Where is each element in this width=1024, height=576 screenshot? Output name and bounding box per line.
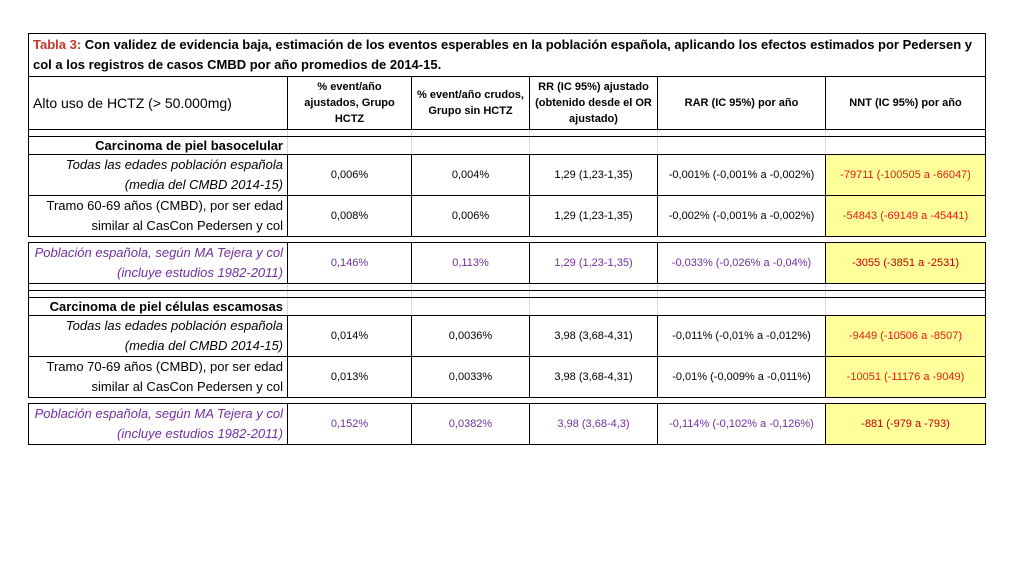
section-basocelular bbox=[29, 137, 986, 155]
row-label: Población española, según MA Tejera y col (incluye estudios 1982-2011) bbox=[29, 243, 288, 284]
cell-event-hctz: 0,014% bbox=[288, 316, 412, 357]
cell-rr: 3,98 (3,68-4,3) bbox=[530, 404, 658, 445]
header-col5: NNT (IC 95%) por año bbox=[826, 77, 986, 130]
cell-event-hctz: 0,006% bbox=[288, 155, 412, 196]
table-row bbox=[29, 196, 986, 237]
header-col3: RR (IC 95%) ajustado (obtenido desde el OR ajustado) bbox=[530, 77, 658, 130]
cell-event-no-hctz: 0,004% bbox=[412, 155, 530, 196]
header-col1: % event/año ajustados, Grupo HCTZ bbox=[288, 77, 412, 130]
cell-nnt: -3055 (-3851 a -2531) bbox=[826, 243, 986, 284]
cell-nnt: -79711 (-100505 a -66047) bbox=[826, 155, 986, 196]
cell-rr: 1,29 (1,23-1,35) bbox=[530, 196, 658, 237]
cell-rar: -0,01% (-0,009% a -0,011%) bbox=[658, 357, 826, 398]
row-label: Tramo 60-69 años (CMBD), por ser edad similar al CasCon Pedersen y col bbox=[29, 196, 288, 237]
table-row bbox=[29, 316, 986, 357]
cell-nnt: -10051 (-11176 a -9049) bbox=[826, 357, 986, 398]
cell-rr: 1,29 (1,23-1,35) bbox=[530, 155, 658, 196]
cell-rar: -0,114% (-0,102% a -0,126%) bbox=[658, 404, 826, 445]
cell-rar: -0,001% (-0,001% a -0,002%) bbox=[658, 155, 826, 196]
results-table bbox=[28, 33, 986, 445]
table-row bbox=[29, 155, 986, 196]
row-label: Tramo 70-69 años (CMBD), por ser edad similar al CasCon Pedersen y col bbox=[29, 357, 288, 398]
table-title bbox=[29, 34, 986, 77]
table-title-text: Con validez de evidencia baja, estimación de los eventos esperables en la población española, aplicando los efectos estimados por Pedersen y col a los registros de casos CMBD por año promedios de 2014-15. bbox=[33, 37, 972, 72]
cell-event-hctz: 0,152% bbox=[288, 404, 412, 445]
table-title-label: Tabla 3: bbox=[33, 37, 82, 52]
header-first: Alto uso de HCTZ (> 50.000mg) bbox=[29, 77, 288, 130]
cell-rar: -0,002% (-0,001% a -0,002%) bbox=[658, 196, 826, 237]
table-row-population bbox=[29, 404, 986, 445]
cell-event-hctz: 0,013% bbox=[288, 357, 412, 398]
cell-nnt: -9449 (-10506 a -8507) bbox=[826, 316, 986, 357]
cell-nnt: -54843 (-69149 a -45441) bbox=[826, 196, 986, 237]
section-title: Carcinoma de piel células escamosas bbox=[29, 298, 288, 316]
cell-event-hctz: 0,008% bbox=[288, 196, 412, 237]
cell-event-no-hctz: 0,006% bbox=[412, 196, 530, 237]
cell-rr: 3,98 (3,68-4,31) bbox=[530, 316, 658, 357]
row-label: Todas las edades población española (media del CMBD 2014-15) bbox=[29, 155, 288, 196]
header-col4: RAR (IC 95%) por año bbox=[658, 77, 826, 130]
cell-event-no-hctz: 0,0382% bbox=[412, 404, 530, 445]
row-label: Todas las edades población española (media del CMBD 2014-15) bbox=[29, 316, 288, 357]
table-row-population bbox=[29, 243, 986, 284]
cell-event-no-hctz: 0,0033% bbox=[412, 357, 530, 398]
cell-rar: -0,033% (-0,026% a -0,04%) bbox=[658, 243, 826, 284]
cell-event-hctz: 0,146% bbox=[288, 243, 412, 284]
cell-rar: -0,011% (-0,01% a -0,012%) bbox=[658, 316, 826, 357]
section-title: Carcinoma de piel basocelular bbox=[29, 137, 288, 155]
cell-event-no-hctz: 0,113% bbox=[412, 243, 530, 284]
cell-rr: 1,29 (1,23-1,35) bbox=[530, 243, 658, 284]
table-row bbox=[29, 357, 986, 398]
cell-rr: 3,98 (3,68-4,31) bbox=[530, 357, 658, 398]
cell-event-no-hctz: 0,0036% bbox=[412, 316, 530, 357]
section-escamosas bbox=[29, 298, 986, 316]
cell-nnt: -881 (-979 a -793) bbox=[826, 404, 986, 445]
header-col2: % event/año crudos, Grupo sin HCTZ bbox=[412, 77, 530, 130]
row-label: Población española, según MA Tejera y col (incluye estudios 1982-2011) bbox=[29, 404, 288, 445]
table-container bbox=[28, 33, 985, 445]
